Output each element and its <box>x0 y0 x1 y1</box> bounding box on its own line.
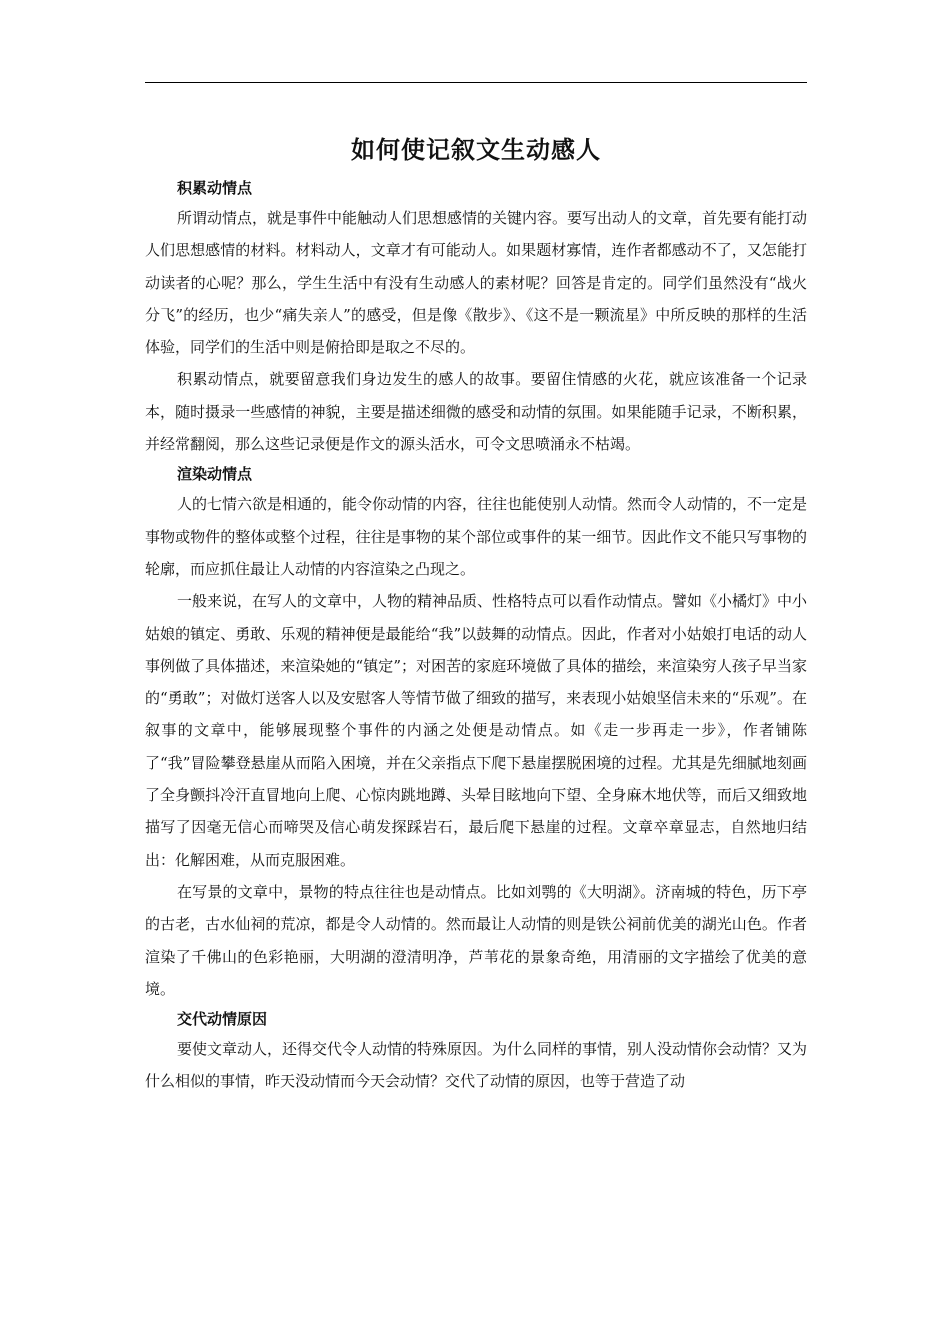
section-heading: 积累动情点 <box>177 179 253 197</box>
paragraph: 所谓动情点，就是事件中能触动人们思想感情的关键内容。要写出动人的文章，首先要有能打动人们思想感情的材料。材料动人，文章才有可能动人。如果题材寡情，连作者都感动不了，又怎能打动读者的心呢？那么，学生生活中有没有生动感人的素材呢？回答是肯定的。同学们虽然没有“战火分飞”的经历，也少“痛失亲人”的感受，但是像《散步》、《这不是一颗流星》中所反映的那样的生活体验，同学们的生活中则是俯拾即是取之不尽的。 <box>145 209 808 357</box>
section-reason <box>145 1005 807 1098</box>
paragraph: 一般来说，在写人的文章中，人物的精神品质、性格特点可以看作动情点。譬如《小橘灯》中小姑娘的镇定、勇敢、乐观的精神便是最能给“我”以鼓舞的动情点。因此，作者对小姑娘打电话的动人事例做了具体描述，来渲染她的“镇定”；对困苦的家庭环境做了具体的描绘，来渲染穷人孩子早当家的“勇敢”；对做灯送客人以及安慰客人等情节做了细致的描写，来表现小姑娘坚信未来的“乐观”。在叙事的文章中，能够展现整个事件的内涵之处便是动情点。如《走一步再走一步》，作者铺陈了“我”冒险攀登悬崖从而陷入困境，并在父亲指点下爬下悬崖摆脱困境的过程。尤其是先细腻地刻画了全身颤抖冷汗直冒地向上爬、心惊肉跳地蹲、头晕目眩地向下望、全身麻木地伏等，而后又细致地描写了因毫无信心而啼哭及信心萌发探踩岩石，最后爬下悬崖的过程。文章卒章显志，自然地归结出：化解困难，从而克服困难。 <box>145 592 808 869</box>
paragraph: 在写景的文章中，景物的特点往往也是动情点。比如刘鹗的《大明湖》。济南城的特色，历下亭的古老，古水仙祠的荒凉，都是令人动情的。然而最让人动情的则是铁公祠前优美的湖光山色。作者渲染了千佛山的色彩艳丽，大明湖的澄清明净，芦苇花的景象奇绝，用清丽的文字描绘了优美的意境。 <box>145 882 807 998</box>
section-heading: 交代动情原因 <box>177 1010 268 1029</box>
section-heading: 渲染动情点 <box>177 465 253 484</box>
document-title: 如何使记叙文生动感人 <box>351 136 601 164</box>
section-accumulate <box>145 174 807 460</box>
paragraph: 要使文章动人，还得交代令人动情的特殊原因。为什么同样的事情，别人没动情你会动情？又为什么相似的事情，昨天没动情而今天会动情？交代了动情的原因，也等于营造了动 <box>145 1040 808 1091</box>
section-render <box>145 460 807 1005</box>
document-body <box>145 130 807 1098</box>
paragraph: 积累动情点，就要留意我们身边发生的感人的故事。要留住情感的火花，就应该准备一个记录本，随时摄录一些感情的神貌，主要是描述细微的感受和动情的氛围。如果能随手记录，不断积累，并经常翻阅，那么这些记录便是作文的源头活水，可令文思喷涌永不枯竭。 <box>145 370 807 454</box>
header-rule <box>145 82 807 83</box>
paragraph: 人的七情六欲是相通的，能令你动情的内容，往往也能使别人动情。然而令人动情的，不一定是事物或物件的整体或整个过程，往往是事物的某个部位或事件的某一细节。因此作文不能只写事物的轮廓，而应抓住最让人动情的内容渲染之凸现之。 <box>145 495 808 578</box>
